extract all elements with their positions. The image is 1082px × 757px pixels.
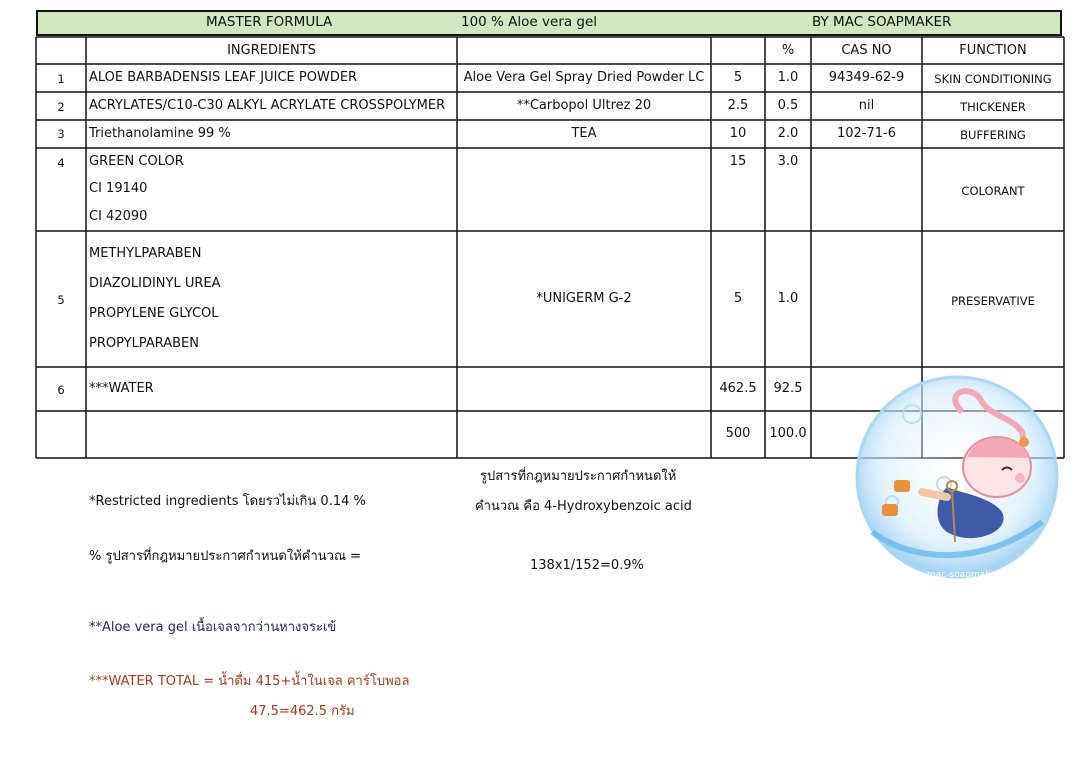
row-number: 2 [57, 100, 65, 114]
ingredient-name: ALOE BARBADENSIS LEAF JUICE POWDER [89, 70, 358, 85]
trade-name: Aloe Vera Gel Spray Dried Powder LC [463, 70, 705, 85]
ingredient-name: DIAZOLIDINYL UREA [89, 276, 221, 291]
percent: 0.5 [777, 98, 799, 113]
ingredient-name: Triethanolamine 99 % [89, 126, 231, 141]
logo-bubble-graphic [852, 372, 1062, 582]
water-note-line2: 47.5=462.5 กรัม [250, 704, 355, 719]
percent: 3.0 [777, 154, 799, 169]
row-number: 3 [57, 127, 65, 141]
row-number: 5 [57, 293, 65, 307]
row-number: 1 [57, 72, 65, 86]
trade-name: TEA [571, 126, 597, 141]
percent: 1.0 [777, 291, 799, 306]
amount: 15 [729, 154, 747, 169]
col-percent: % [781, 43, 795, 58]
ingredient-name: GREEN COLOR [89, 154, 184, 169]
amount: 5 [733, 70, 743, 85]
water-note-line1: ***WATER TOTAL = น้ำดื่ม 415+น้ำในเจล คาร์โบพอล [89, 674, 410, 689]
cas-number: 94349-62-9 [828, 70, 905, 85]
amount: 462.5 [719, 381, 757, 396]
amount: 5 [733, 291, 743, 306]
calculation: 138x1/152=0.9% [530, 558, 644, 573]
col-ingredients: INGREDIENTS [227, 43, 316, 58]
trade-name: *UNIGERM G-2 [536, 291, 632, 306]
cas-number: 102-71-6 [836, 126, 896, 141]
header-product: 100 % Aloe vera gel [461, 14, 598, 30]
total-amount: 500 [725, 426, 751, 441]
header-author: BY MAC SOAPMAKER [812, 14, 952, 30]
trade-name: **Carbopol Ultrez 20 [516, 98, 652, 113]
ingredient-name: CI 19140 [89, 181, 148, 196]
aloe-note: **Aloe vera gel เนื้อเจลจากว่านหางจระเข้ [89, 620, 337, 635]
col-function: FUNCTION [959, 43, 1027, 58]
legal-note-line1: รูปสารที่กฎหมายประกาศกำหนดให้ [480, 469, 677, 484]
row-number: 4 [57, 156, 65, 170]
percent: 1.0 [777, 70, 799, 85]
row-number: 6 [57, 383, 65, 397]
legal-note-line2: คำนวณ คือ 4-Hydroxybenzoic acid [475, 499, 692, 514]
function: COLORANT [961, 184, 1025, 198]
function: SKIN CONDITIONING [934, 72, 1052, 86]
header-title: MASTER FORMULA [206, 14, 333, 30]
function: THICKENER [960, 100, 1026, 114]
cas-number: nil [858, 98, 875, 113]
percent: 92.5 [773, 381, 803, 396]
ingredient-name: ACRYLATES/C10-C30 ALKYL ACRYLATE CROSSPOLYMER [89, 98, 446, 113]
ingredient-name: METHYLPARABEN [89, 246, 202, 261]
function: BUFFERING [960, 128, 1026, 142]
total-percent: 100.0 [769, 426, 807, 441]
col-cas: CAS NO [841, 43, 892, 58]
percent-legal-note: % รูปสารที่กฎหมายประกาศกำหนดให้คำนวณ = [89, 549, 362, 564]
ingredient-name: ***WATER [89, 381, 154, 396]
mac-soapmaker-logo [852, 372, 1062, 582]
ingredient-name: PROPYLPARABEN [89, 336, 199, 351]
amount: 10 [729, 126, 747, 141]
amount: 2.5 [727, 98, 749, 113]
logo-text: mac-soapmaker [927, 570, 1000, 580]
restricted-note: *Restricted ingredients โดยรวไม่เกิน 0.14 % [89, 494, 366, 509]
ingredient-name: CI 42090 [89, 209, 148, 224]
percent: 2.0 [777, 126, 799, 141]
ingredient-name: PROPYLENE GLYCOL [89, 306, 219, 321]
function: PRESERVATIVE [951, 294, 1035, 308]
